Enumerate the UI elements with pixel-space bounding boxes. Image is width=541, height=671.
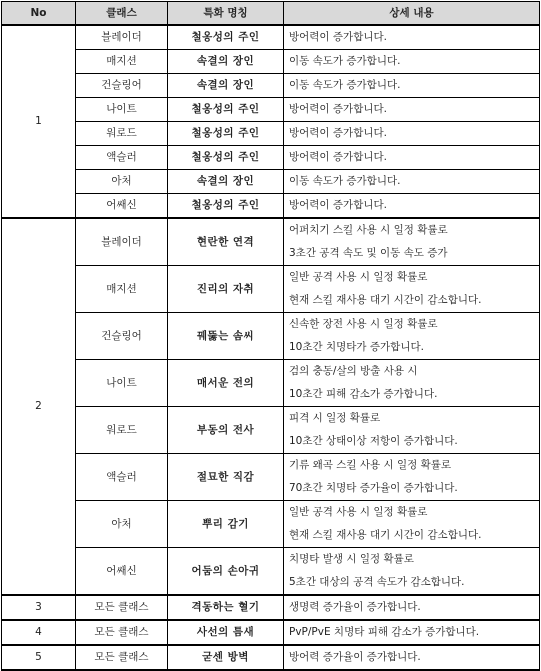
- class-cell: 액슬러: [76, 146, 168, 170]
- table-row: [2, 620, 540, 645]
- class-cell: 건슬링어: [76, 74, 168, 98]
- detail-cell: [284, 266, 540, 313]
- spec-name-cell: 철옹성의 주인: [168, 122, 284, 146]
- table-row: [2, 218, 540, 266]
- detail-cell: [284, 50, 540, 74]
- table-row: [2, 50, 540, 74]
- detail-cell: [284, 407, 540, 454]
- spec-name-cell: 사선의 틈새: [168, 620, 284, 645]
- table-row: [2, 454, 540, 501]
- class-cell: 워로드: [76, 122, 168, 146]
- detail-line: 현재 스킬 재사용 대기 시간이 감소합니다.: [289, 294, 482, 306]
- spec-name-cell: 철옹성의 주인: [168, 194, 284, 219]
- detail-cell: [284, 98, 540, 122]
- spec-name-cell: 속결의 장인: [168, 50, 284, 74]
- row-number-cell: 4: [2, 620, 76, 645]
- class-cell: 아처: [76, 501, 168, 548]
- spec-name-cell: 부동의 전사: [168, 407, 284, 454]
- class-cell: 나이트: [76, 360, 168, 407]
- detail-line: 일반 공격 사용 시 일정 확률로: [289, 506, 428, 518]
- table-row: [2, 595, 540, 620]
- class-cell: 나이트: [76, 98, 168, 122]
- class-cell: 모든 클래스: [76, 645, 168, 670]
- detail-cell: [284, 620, 540, 645]
- spec-name-cell: 현란한 연격: [168, 218, 284, 266]
- spec-name-cell: 뿌리 감기: [168, 501, 284, 548]
- detail-cell: [284, 146, 540, 170]
- detail-cell: [284, 74, 540, 98]
- detail-line: 이동 속도가 증가합니다.: [289, 175, 401, 187]
- class-cell: 워로드: [76, 407, 168, 454]
- detail-cell: [284, 548, 540, 596]
- detail-cell: [284, 313, 540, 360]
- spec-name-cell: 꿰뚫는 솜씨: [168, 313, 284, 360]
- detail-cell: [284, 454, 540, 501]
- detail-line: 신속한 장전 사용 시 일정 확률로: [289, 318, 438, 330]
- class-cell: 아처: [76, 170, 168, 194]
- detail-line: 생명력 증가율이 증가합니다.: [289, 601, 421, 613]
- class-cell: 건슬링어: [76, 313, 168, 360]
- detail-line: 방어력 증가율이 증가합니다.: [289, 651, 421, 663]
- detail-line: 이동 속도가 증가합니다.: [289, 55, 401, 67]
- detail-line: PvP/PvE 치명타 피해 감소가 증가합니다.: [289, 626, 480, 638]
- table-row: [2, 194, 540, 219]
- table-row: [2, 122, 540, 146]
- detail-line: 피격 시 일정 확률로: [289, 412, 381, 424]
- table-row: [2, 266, 540, 313]
- table-row: [2, 25, 540, 50]
- spec-name-cell: 절묘한 직감: [168, 454, 284, 501]
- class-cell: 매지션: [76, 266, 168, 313]
- spec-name-cell: 철옹성의 주인: [168, 25, 284, 50]
- spec-name-cell: 굳센 방벽: [168, 645, 284, 670]
- detail-line: 일반 공격 사용 시 일정 확률로: [289, 271, 428, 283]
- detail-line: 검의 충동/살의 방출 사용 시: [289, 365, 418, 377]
- class-cell: 어쌔신: [76, 548, 168, 596]
- detail-cell: [284, 501, 540, 548]
- header-no: No: [2, 2, 76, 26]
- spec-name-cell: 격동하는 혈기: [168, 595, 284, 620]
- table-row: [2, 74, 540, 98]
- spec-name-cell: 속결의 장인: [168, 170, 284, 194]
- detail-line: 70초간 치명타 증가율이 증가합니다.: [289, 482, 458, 494]
- detail-line: 방어력이 증가합니다.: [289, 127, 387, 139]
- detail-line: 5초간 대상의 공격 속도가 감소합니다.: [289, 576, 465, 588]
- class-cell: 모든 클래스: [76, 620, 168, 645]
- table-row: [2, 645, 540, 670]
- detail-line: 10초간 피해 감소가 증가합니다.: [289, 388, 438, 400]
- header-detail: 상세 내용: [284, 2, 540, 26]
- detail-line: 치명타 발생 시 일정 확률로: [289, 553, 414, 565]
- table-row: [2, 98, 540, 122]
- table-row: [2, 407, 540, 454]
- header-row: [2, 2, 540, 26]
- detail-line: 방어력이 증가합니다.: [289, 31, 387, 43]
- class-cell: 블레이더: [76, 218, 168, 266]
- detail-cell: [284, 595, 540, 620]
- detail-line: 현재 스킬 재사용 대기 시간이 감소합니다.: [289, 529, 482, 541]
- detail-cell: [284, 122, 540, 146]
- table-row: [2, 548, 540, 596]
- detail-line: 이동 속도가 증가합니다.: [289, 79, 401, 91]
- detail-line: 방어력이 증가합니다.: [289, 199, 387, 211]
- class-cell: 블레이더: [76, 25, 168, 50]
- table-body: [2, 25, 540, 670]
- detail-cell: [284, 170, 540, 194]
- detail-line: 방어력이 증가합니다.: [289, 103, 387, 115]
- header-spec-name: 특화 명칭: [168, 2, 284, 26]
- table-row: [2, 313, 540, 360]
- table-row: [2, 360, 540, 407]
- spec-name-cell: 진리의 자취: [168, 266, 284, 313]
- spec-name-cell: 매서운 전의: [168, 360, 284, 407]
- row-number-cell: 2: [2, 218, 76, 595]
- detail-line: 방어력이 증가합니다.: [289, 151, 387, 163]
- row-number-cell: 1: [2, 25, 76, 218]
- spec-name-cell: 철옹성의 주인: [168, 98, 284, 122]
- table-header: [2, 2, 540, 26]
- spec-name-cell: 어둠의 손아귀: [168, 548, 284, 596]
- detail-line: 10초간 상태이상 저항이 증가합니다.: [289, 435, 458, 447]
- header-class: 클래스: [76, 2, 168, 26]
- detail-line: 10초간 치명타가 증가합니다.: [289, 341, 424, 353]
- table-row: [2, 146, 540, 170]
- table-wrapper: [1, 1, 540, 671]
- spec-name-cell: 철옹성의 주인: [168, 146, 284, 170]
- detail-cell: [284, 360, 540, 407]
- class-cell: 모든 클래스: [76, 595, 168, 620]
- specialization-table: [1, 1, 540, 671]
- detail-cell: [284, 218, 540, 266]
- detail-line: 기류 왜곡 스킬 사용 시 일정 확률로: [289, 459, 452, 471]
- class-cell: 액슬러: [76, 454, 168, 501]
- row-number-cell: 5: [2, 645, 76, 670]
- detail-line: 어퍼치기 스킬 사용 시 일정 확률로: [289, 224, 448, 236]
- table-row: [2, 501, 540, 548]
- detail-cell: [284, 194, 540, 219]
- spec-name-cell: 속결의 장인: [168, 74, 284, 98]
- table-row: [2, 170, 540, 194]
- detail-cell: [284, 645, 540, 670]
- class-cell: 어쌔신: [76, 194, 168, 219]
- detail-cell: [284, 25, 540, 50]
- class-cell: 매지션: [76, 50, 168, 74]
- detail-line: 3초간 공격 속도 및 이동 속도 증가: [289, 247, 448, 259]
- row-number-cell: 3: [2, 595, 76, 620]
